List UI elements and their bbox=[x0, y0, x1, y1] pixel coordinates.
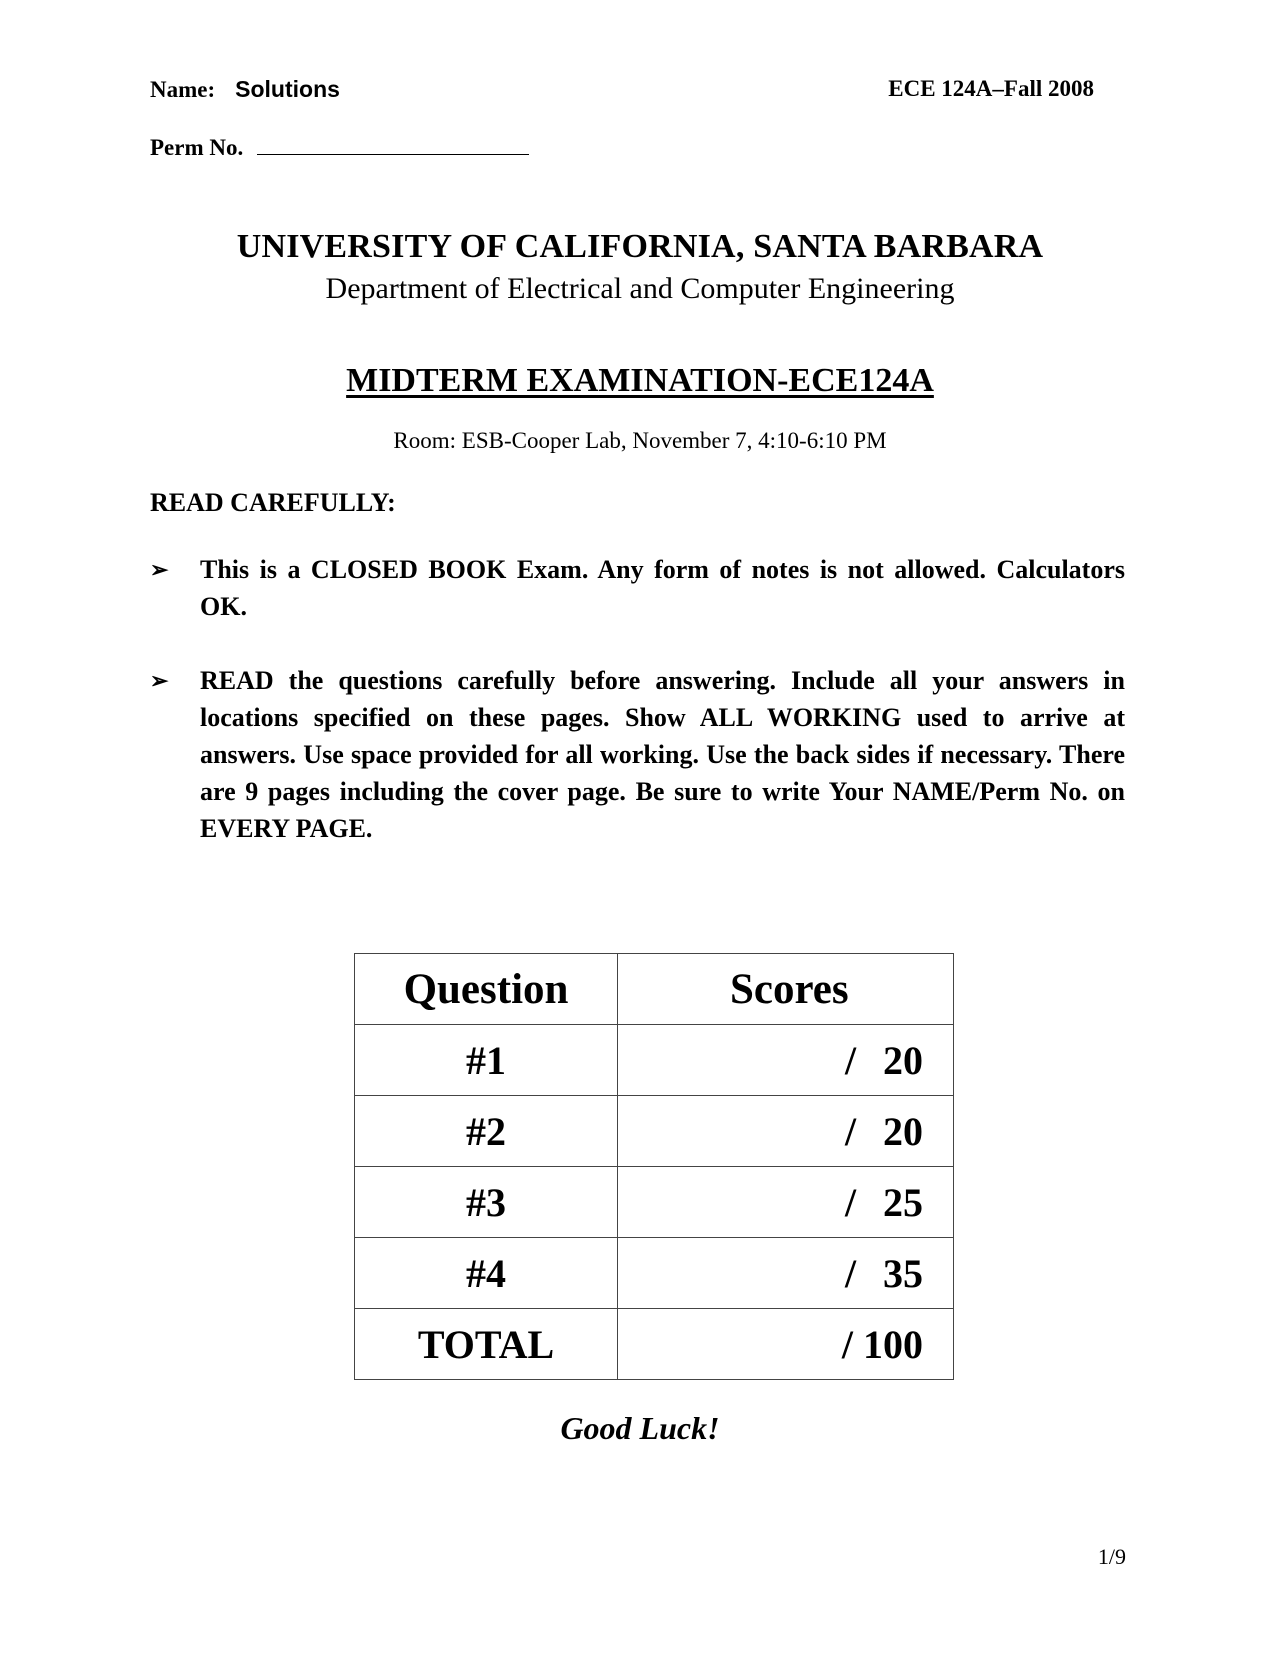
score-max: 100 bbox=[863, 1321, 923, 1367]
score-max: 20 bbox=[883, 1037, 923, 1083]
instructions-heading: READ CAREFULLY: bbox=[150, 488, 396, 517]
score-slash: / bbox=[845, 1108, 857, 1154]
university-title: UNIVERSITY OF CALIFORNIA, SANTA BARBARA bbox=[236, 228, 1044, 265]
instruction-item bbox=[150, 551, 1125, 625]
score-cell bbox=[618, 1025, 954, 1096]
score-max: 20 bbox=[883, 1108, 923, 1154]
table-header-row bbox=[355, 954, 954, 1025]
table-row bbox=[355, 1025, 954, 1096]
perm-label: Perm No. bbox=[150, 135, 244, 160]
question-cell: #3 bbox=[355, 1167, 618, 1238]
score-cell bbox=[618, 1238, 954, 1309]
department-title: Department of Electrical and Computer Engineering bbox=[325, 272, 955, 305]
table-row bbox=[355, 1167, 954, 1238]
instruction-text: READ the questions carefully before answering. Include all your answers in locations specified on these pages. Show ALL WORKING used to arrive at answers. Use space provided for all working. Use the back sides if necessary. There are 9 pages including the cover page. Be sure to write Your NAME/Perm No. on EVERY PAGE. bbox=[200, 666, 1125, 843]
room-info: Room: ESB-Cooper Lab, November 7, 4:10-6:10 PM bbox=[393, 428, 887, 453]
page-number: 1/9 bbox=[1097, 1544, 1126, 1569]
question-header: Question bbox=[355, 954, 618, 1025]
table-row bbox=[355, 1096, 954, 1167]
score-slash: / bbox=[841, 1321, 853, 1367]
arrow-bullet-icon: ➢ bbox=[150, 668, 169, 693]
score-cell bbox=[618, 1096, 954, 1167]
name-label: Name: bbox=[150, 77, 216, 102]
scores-table bbox=[354, 953, 954, 1380]
score-slash: / bbox=[845, 1250, 857, 1296]
question-cell: #1 bbox=[355, 1025, 618, 1096]
table-row bbox=[355, 1238, 954, 1309]
question-cell: #4 bbox=[355, 1238, 618, 1309]
arrow-bullet-icon: ➢ bbox=[150, 557, 169, 582]
score-slash: / bbox=[845, 1179, 857, 1225]
exam-title: MIDTERM EXAMINATION-ECE124A bbox=[346, 362, 934, 399]
perm-field bbox=[150, 134, 529, 161]
table-row-total bbox=[355, 1309, 954, 1380]
total-score-cell bbox=[618, 1309, 954, 1380]
course-label: ECE 124A–Fall 2008 bbox=[888, 76, 1094, 101]
total-cell: TOTAL bbox=[355, 1309, 618, 1380]
name-value: Solutions bbox=[235, 76, 340, 102]
score-slash: / bbox=[845, 1037, 857, 1083]
score-cell bbox=[618, 1167, 954, 1238]
instruction-item bbox=[150, 662, 1125, 847]
question-cell: #2 bbox=[355, 1096, 618, 1167]
scores-header: Scores bbox=[618, 954, 954, 1025]
name-field bbox=[150, 76, 340, 103]
score-max: 25 bbox=[883, 1179, 923, 1225]
perm-blank-line bbox=[257, 134, 529, 155]
instruction-text: This is a CLOSED BOOK Exam. Any form of notes is not allowed. Calculators OK. bbox=[200, 555, 1125, 621]
good-luck-text: Good Luck! bbox=[560, 1410, 720, 1446]
score-max: 35 bbox=[883, 1250, 923, 1296]
